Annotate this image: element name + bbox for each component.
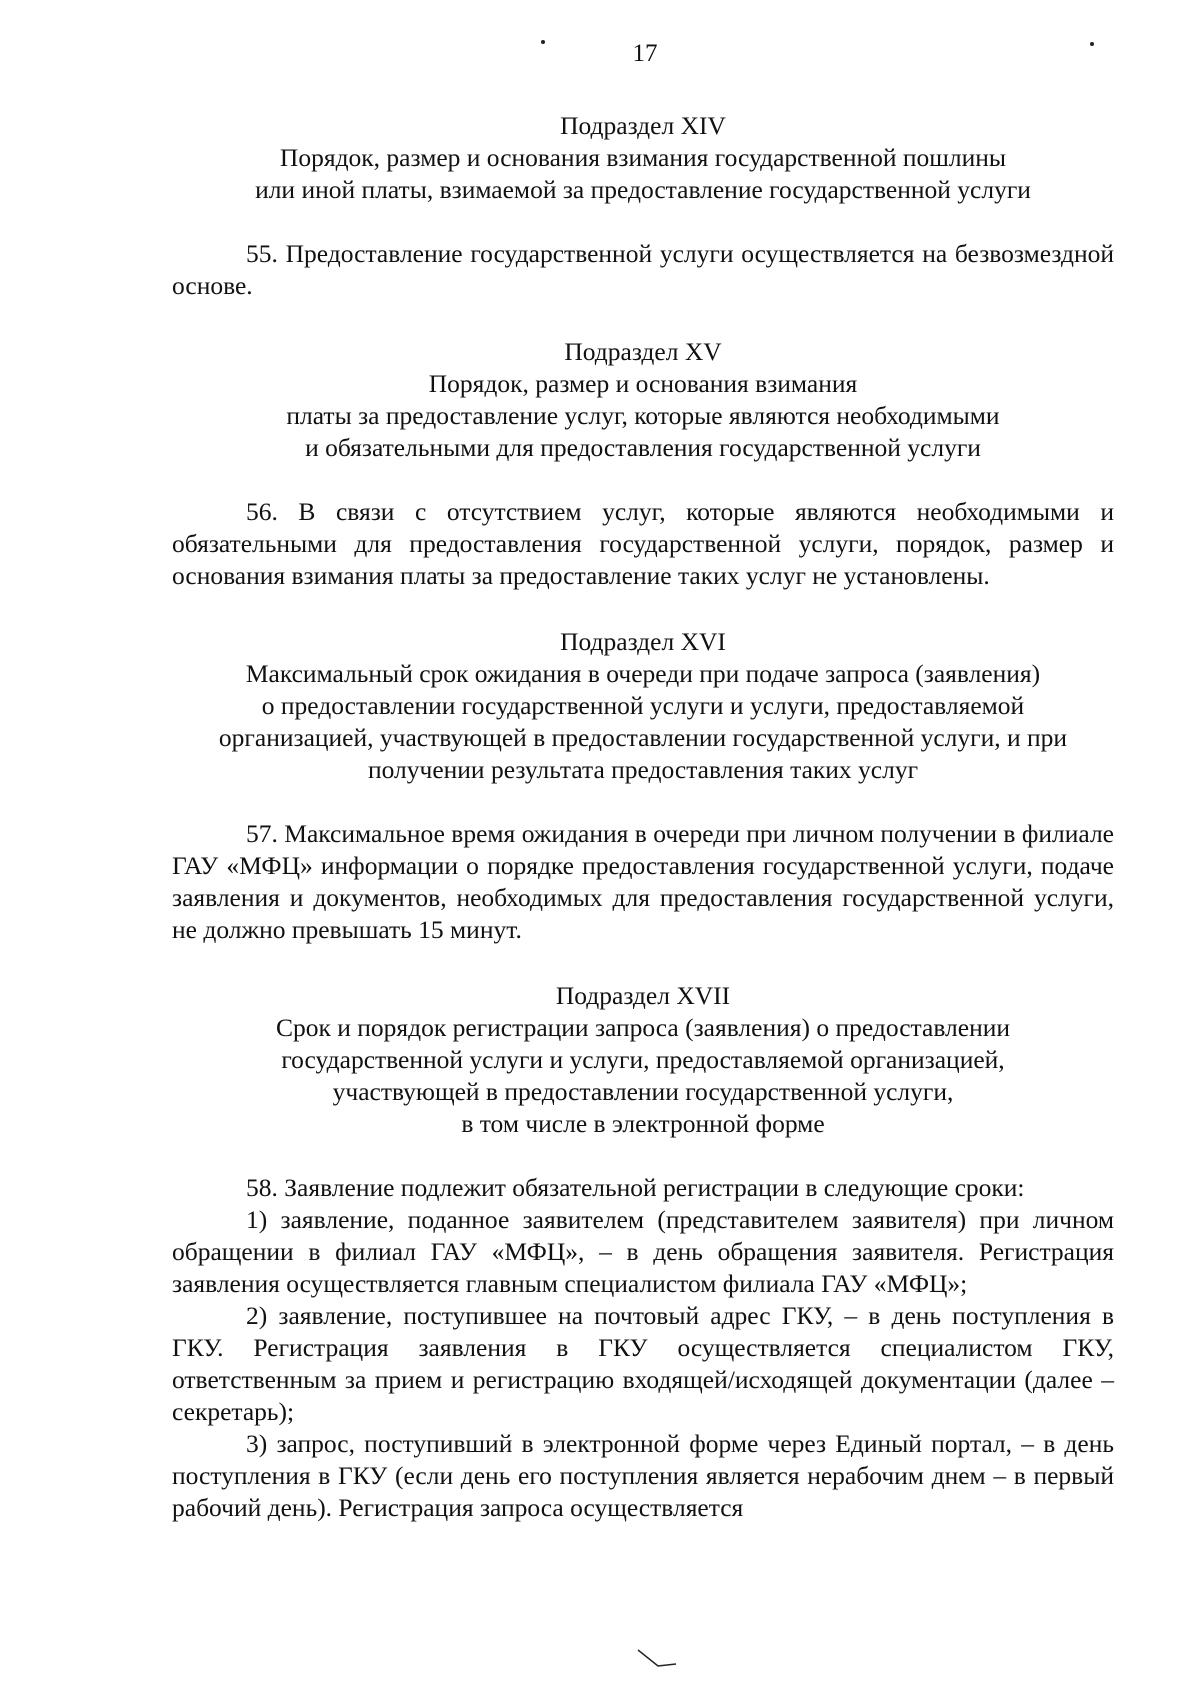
- page-number: 17: [632, 40, 658, 67]
- heading-line: или иной платы, взимаемой за предоставление государственной услуги: [255, 175, 1031, 204]
- document-body: [172, 110, 1114, 1524]
- section-heading-xvi: [172, 626, 1114, 786]
- paragraph-56: 56. В связи с отсутствием услуг, которые являются необходимыми и обязательными для предоставления государственной услуги, порядок, размер и основания взимания платы за предоставление таких услуг не установлены.: [172, 497, 1114, 590]
- paragraph-58-item-3: 3) запрос, поступивший в электронной форме через Единый портал, – в день поступления в ГКУ (если день его поступления является нерабочим днем – в первый рабочий день). Регистрация запроса осуществляется: [172, 1429, 1114, 1522]
- heading-line: и обязательными для предоставления государственной услуги: [305, 433, 981, 462]
- section-heading-xvii: [172, 980, 1114, 1140]
- heading-line: Подраздел XVI: [560, 627, 726, 656]
- heading-line: Порядок, размер и основания взимания: [428, 369, 858, 398]
- paragraph-58-item-2: 2) заявление, поступившее на почтовый адрес ГКУ, – в день поступления в ГКУ. Регистрация заявления в ГКУ осуществляется специалистом ГКУ, ответственным за прием и регистрацию входящей/исходящей документации (далее – секретарь);: [172, 1301, 1114, 1426]
- section-heading-xiv: [172, 110, 1114, 206]
- scan-mark-bottom: [636, 1646, 696, 1686]
- heading-line: Подраздел XV: [564, 337, 722, 366]
- heading-line: государственной услуги и услуги, предоставляемой организацией,: [281, 1045, 1005, 1074]
- heading-line: Срок и порядок регистрации запроса (заявления) о предоставлении: [275, 1013, 1011, 1042]
- paragraph-58-item-1: 1) заявление, поданное заявителем (представителем заявителя) при личном обращении в филиал ГАУ «МФЦ», – в день обращения заявителя. Регистрация заявления осуществляется главным специалистом филиала ГАУ «МФЦ»;: [172, 1205, 1114, 1298]
- heading-line: в том числе в электронной форме: [461, 1109, 825, 1138]
- paragraph-57: 57. Максимальное время ожидания в очереди при личном получении в филиале ГАУ «МФЦ» информации о порядке предоставления государственной услуги, подаче заявления и документов, необходимых для предоставления государственной услуги, не должно превышать 15 минут.: [172, 819, 1114, 944]
- heading-line: Максимальный срок ожидания в очереди при подаче запроса (заявления): [245, 659, 1041, 688]
- paragraph-58: 58. Заявление подлежит обязательной регистрации в следующие сроки:: [246, 1173, 1025, 1202]
- scan-speck: [1090, 42, 1094, 46]
- paragraph-55: 55. Предоставление государственной услуги осуществляется на безвозмездной основе.: [172, 239, 1114, 300]
- scan-speck: [541, 40, 545, 44]
- heading-line: получении результата предоставления таких услуг: [367, 755, 919, 784]
- heading-line: Порядок, размер и основания взимания государственной пошлины: [279, 143, 1007, 172]
- heading-line: Подраздел XIV: [560, 111, 726, 140]
- heading-line: участвующей в предоставлении государственной услуги,: [332, 1077, 954, 1106]
- heading-line: Подраздел XVII: [555, 981, 731, 1010]
- heading-line: организацией, участвующей в предоставлении государственной услуги, и при: [218, 723, 1068, 752]
- section-heading-xv: [172, 336, 1114, 464]
- heading-line: о предоставлении государственной услуги и услуги, предоставляемой: [261, 691, 1025, 720]
- heading-line: платы за предоставление услуг, которые являются необходимыми: [286, 401, 1000, 430]
